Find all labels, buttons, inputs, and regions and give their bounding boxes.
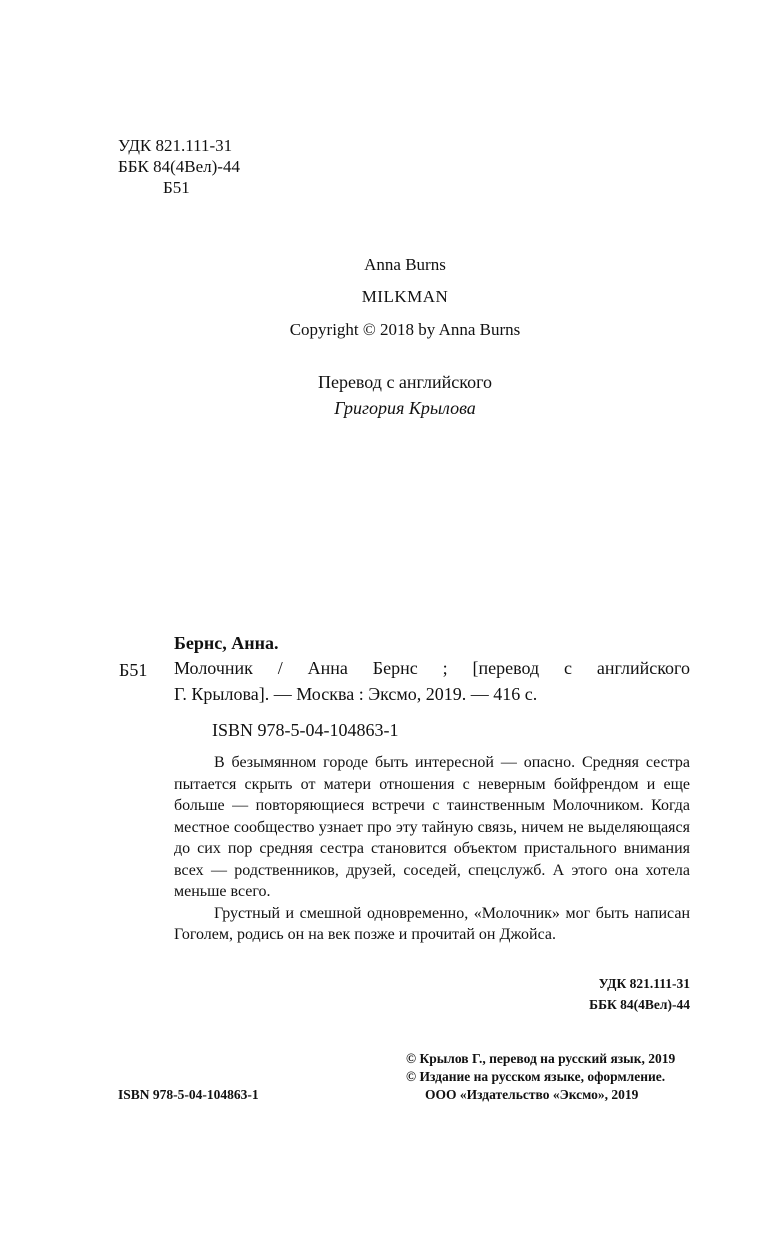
annotation-paragraph: Грустный и смешной одновременно, «Молочник» мог быть написан Гоголем, родись он на век позже и прочитай он Джойса. bbox=[174, 904, 690, 943]
bib-author-mark: Б51 bbox=[119, 660, 148, 680]
author-mark: Б51 bbox=[163, 178, 190, 197]
copyright-line: Copyright © 2018 by Anna Burns bbox=[289, 320, 521, 339]
annotation bbox=[174, 752, 690, 946]
bbk-code: ББК 84(4Вел)-44 bbox=[118, 157, 240, 176]
bib-description-line1: Молочник / Анна Бернс ; [перевод с английского bbox=[174, 658, 690, 678]
bib-isbn: ISBN 978-5-04-104863-1 bbox=[212, 720, 399, 740]
annotation-paragraph: В безымянном городе быть интересной — опасно. Средняя сестра пытается скрыть от матери отношения с неверным бойфрендом и еще больше — повторяющиеся встречи с таинственным Молочником. Когда местное сообщество узнает про эту тайную связь, ничем не выделяющаяся до сих пор средняя сестра становится объектом пристального внимания всех — родственников, друзей, соседей, спецслужб. А этого она хотела меньше всего. bbox=[174, 754, 690, 900]
udk-code: УДК 821.111-31 bbox=[118, 136, 233, 155]
translation-label: Перевод с английского bbox=[317, 372, 493, 392]
footer-udk-code: УДК 821.111-31 bbox=[598, 976, 690, 991]
footer-isbn: ISBN 978-5-04-104863-1 bbox=[118, 1087, 259, 1102]
original-title: MILKMAN bbox=[361, 287, 449, 306]
publisher-copyright: ООО «Издательство «Эксмо», 2019 bbox=[425, 1087, 639, 1102]
footer-bbk-code: ББК 84(4Вел)-44 bbox=[589, 997, 690, 1012]
bib-author-heading: Бернс, Анна. bbox=[174, 633, 279, 653]
original-author: Anna Burns bbox=[364, 255, 446, 274]
translator-name: Григория Крылова bbox=[334, 398, 476, 418]
translation-copyright: © Крылов Г., перевод на русский язык, 2019 bbox=[406, 1051, 676, 1066]
bib-description-line2: Г. Крылова]. — Москва : Эксмо, 2019. — 416 с. bbox=[174, 684, 538, 704]
edition-copyright: © Издание на русском языке, оформление. bbox=[406, 1069, 666, 1084]
